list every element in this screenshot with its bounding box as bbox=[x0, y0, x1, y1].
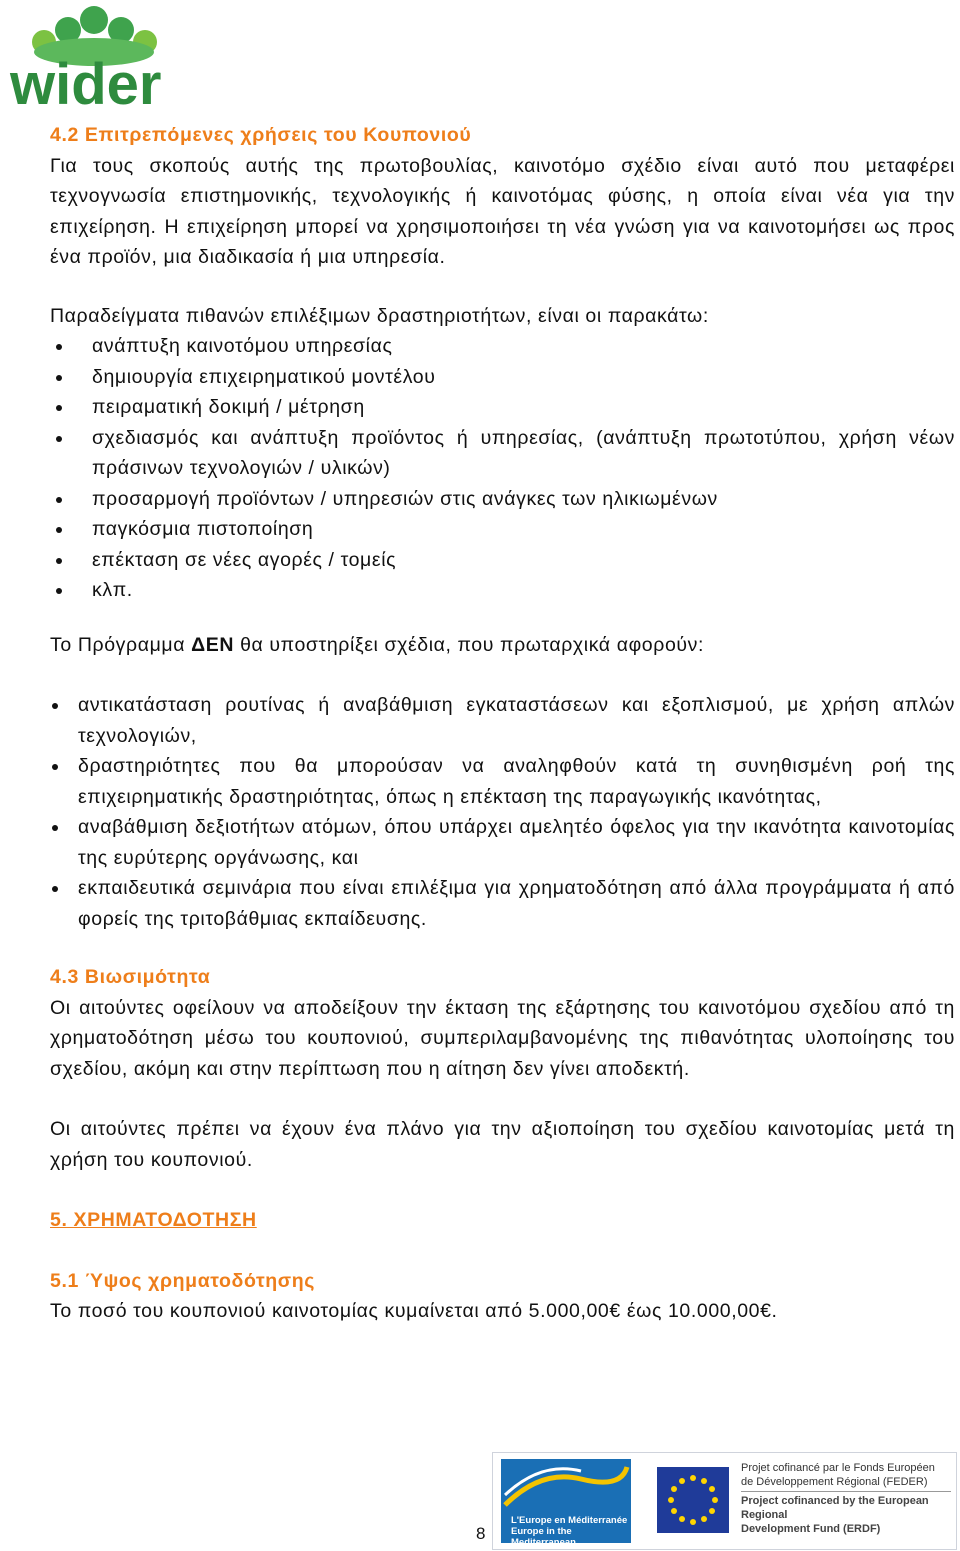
eu-flag-icon bbox=[657, 1467, 729, 1533]
list-item: παγκόσμια πιστοποίηση bbox=[50, 514, 955, 545]
cofinancing-text bbox=[741, 1461, 951, 1536]
list-item: δημιουργία επιχειρηματικού μοντέλου bbox=[50, 362, 955, 393]
list-item: επέκταση σε νέες αγορές / τομείς bbox=[50, 545, 955, 576]
section-heading-4-2: 4.2 Επιτρεπόμενες χρήσεις του Κουπονιού bbox=[50, 124, 472, 146]
not-supported-intro: Το Πρόγραμμα ΔΕΝ θα υποστηρίξει σχέδια, που πρωταρχικά αφορούν: bbox=[50, 633, 705, 656]
not-supported-list bbox=[50, 690, 955, 934]
list-item: δραστηριότητες που θα μπορούσαν να αναληφθούν κατά τη συνηθισμένη ροή της επιχειρηματικής δραστηριότητας, όπως η επέκταση της παραγωγικής ικανότητας, bbox=[50, 751, 955, 812]
document-body bbox=[50, 120, 955, 1327]
list-item: κλπ. bbox=[50, 575, 955, 606]
med-line-en: Europe in the Mediterranean bbox=[511, 1526, 576, 1548]
list-item: ανάπτυξη καινοτόμου υπηρεσίας bbox=[50, 331, 955, 362]
logo-wordmark: wider bbox=[10, 52, 162, 112]
paragraph-sustainability-1: Οι αιτούντες οφείλουν να αποδείξουν την έκταση της εξάρτησης του καινοτόμου σχεδίου από τη χρηματοδότηση μέσω του κουπονιού, συμπεριλαμβανομένης της πιθανότητας υλοποίησης του σχεδίου, ακόμη και στην περίπτωση που η αίτηση δεν γίνει αποδεκτή. bbox=[50, 996, 955, 1080]
section-heading-4-3: 4.3 Βιωσιμότητα bbox=[50, 966, 211, 988]
paragraph-funding-amount: Το ποσό του κουπονιού καινοτομίας κυμαίνεται από 5.000,00€ έως 10.000,00€. bbox=[50, 1300, 778, 1322]
emphasis-den: ΔΕΝ bbox=[191, 633, 235, 656]
cofinance-fr-line1: Projet cofinancé par le Fonds Européen bbox=[741, 1462, 935, 1474]
cofinance-en-line2: Development Fund (ERDF) bbox=[741, 1523, 881, 1535]
examples-intro: Παραδείγματα πιθανών επιλέξιμων δραστηριοτήτων, είναι οι παρακάτω: bbox=[50, 304, 709, 327]
paragraph-sustainability-2: Οι αιτούντες πρέπει να έχουν ένα πλάνο για την αξιοποίηση του σχεδίου καινοτομίας μετά τη χρήση του κουπονιού. bbox=[50, 1118, 955, 1171]
list-item: προσαρμογή προϊόντων / υπηρεσιών στις ανάγκες των ηλικιωμένων bbox=[50, 484, 955, 515]
med-line-fr: L'Europe en Méditerranée bbox=[511, 1515, 628, 1526]
list-item: αντικατάσταση ρουτίνας ή αναβάθμιση εγκαταστάσεων και εξοπλισμού, με χρήση απλών τεχνολογιών, bbox=[50, 690, 955, 751]
list-item: σχεδιασμός και ανάπτυξη προϊόντος ή υπηρεσίας, (ανάπτυξη πρωτοτύπου, χρήση νέων πράσινων τεχνολογιών / υλικών) bbox=[50, 423, 955, 484]
list-item: εκπαιδευτικά σεμινάρια που είναι επιλέξιμα για χρηματοδότηση από άλλα προγράμματα ή από φορείς της τριτοβάθμιας εκπαίδευσης. bbox=[50, 873, 955, 934]
section-heading-5: 5. ΧΡΗΜΑΤΟΔΟΤΗΣΗ bbox=[50, 1209, 257, 1231]
page-number: 8 bbox=[476, 1524, 486, 1543]
section-heading-5-1: 5.1 Ύψος χρηματοδότησης bbox=[50, 1269, 315, 1292]
med-programme-logo bbox=[501, 1459, 631, 1548]
examples-list bbox=[50, 331, 955, 606]
paragraph-intro: Για τους σκοπούς αυτής της πρωτοβουλίας, καινοτόμο σχέδιο είναι αυτό που μεταφέρει τεχνογνωσία επιστημονικής, τεχνολογικής ή καινοτόμας φύσης, η οποία είναι νέα για την επιχείρηση. Η επιχείρηση μπορεί να χρησιμοποιήσει τη νέα γνώση για να καινοτομήσει ως προς ένα προϊόν, μια διαδικασία ή μια υπηρεσία. bbox=[50, 154, 955, 268]
cofinance-en-line1: Project cofinanced by the European Regional bbox=[741, 1495, 929, 1521]
footer-banner bbox=[492, 1452, 957, 1550]
list-item: αναβάθμιση δεξιοτήτων ατόμων, όπου υπάρχει αμελητέο όφελος για την ικανότητα καινοτομίας της ευρύτερης οργάνωσης, και bbox=[50, 812, 955, 873]
cofinance-fr-line2: de Développement Régional (FEDER) bbox=[741, 1476, 928, 1488]
wider-logo bbox=[6, 4, 181, 112]
list-item: πειραματική δοκιμή / μέτρηση bbox=[50, 392, 955, 423]
